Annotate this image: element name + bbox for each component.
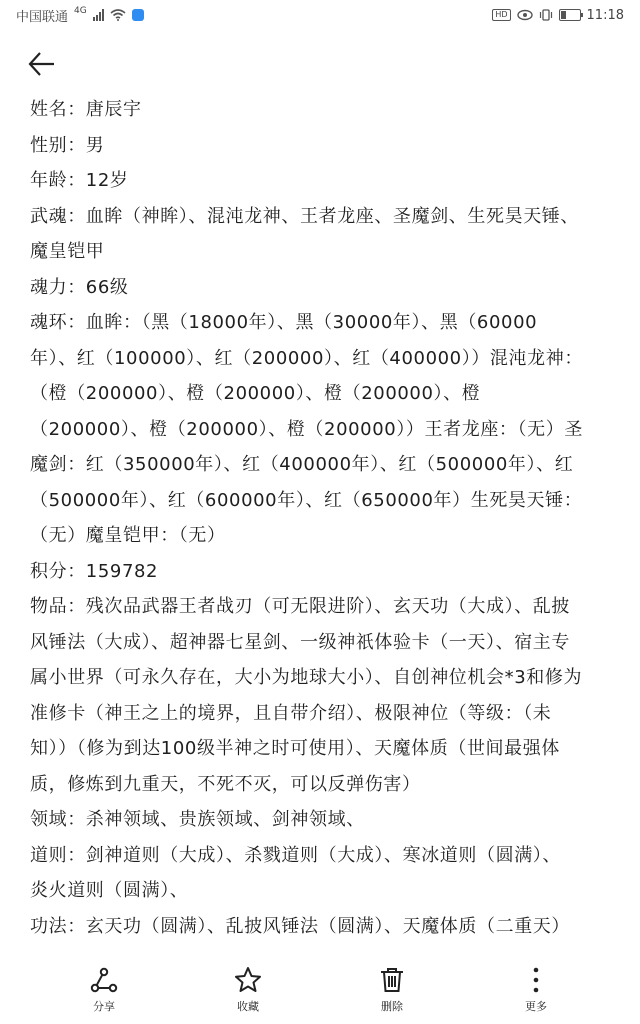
content-line: 魔皇铠甲 [30, 241, 105, 262]
status-right [492, 8, 624, 23]
status-time: 11:18 [586, 7, 624, 23]
arrow-left-icon [26, 48, 58, 80]
content-line: 准修卡（神王之上的境界，且自带介绍）、极限神位（等级：（未 [30, 702, 552, 724]
content-line: （无）魔皇铠甲：（无） [30, 525, 226, 546]
bottom-toolbar [0, 958, 640, 1024]
favorite-label: 收藏 [237, 1000, 259, 1013]
hd-icon: HD [492, 9, 510, 21]
back-button[interactable] [26, 48, 58, 80]
status-bar [0, 0, 640, 30]
content-line: （橙（200000）、橙（200000）、橙（200000）、橙 [30, 383, 481, 404]
content-line: 道则：剑神道则（大成）、杀戮道则（大成）、寒冰道则（圆满）、 [30, 844, 561, 866]
content-line: 质，修炼到九重天，不死不灭，可以反弹伤害） [30, 773, 421, 795]
content-line: 属小世界（可永久存在，大小为地球大小）、自创神位机会*3和修为 [30, 667, 583, 688]
battery-icon [559, 9, 581, 21]
more-vertical-icon [522, 966, 550, 994]
share-label: 分享 [93, 1000, 115, 1013]
content-line: （500000年）、红（600000年）、红（650000年）生死昊天锤： [30, 489, 583, 511]
content-line: 性别：男 [30, 134, 105, 156]
more-label: 更多 [525, 1000, 547, 1013]
content-line: 年）、红（100000）、红（200000）、红（400000））混沌龙神： [30, 347, 583, 369]
vibrate-icon [539, 9, 553, 21]
content-line: 魂力：66级 [30, 276, 129, 298]
share-icon [90, 966, 118, 994]
content-line: 积分：159782 [30, 560, 159, 582]
star-icon [234, 966, 262, 994]
content-line: 风锤法（大成）、超神器七星剑、一级神祇体验卡（一天）、宿主专 [30, 631, 570, 653]
trash-icon [378, 966, 406, 994]
network-type: 4G [74, 6, 87, 16]
content-line: 物品：残次品武器王者战刃（可无限进阶）、玄天功（大成）、乱披 [30, 596, 570, 617]
content-line: 姓名：唐辰宇 [30, 99, 142, 120]
eye-icon [517, 9, 533, 21]
delete-button[interactable] [347, 958, 437, 1024]
content-line: 年龄：12岁 [30, 170, 129, 191]
favorite-button[interactable] [203, 958, 293, 1024]
content-line: （200000）、橙（200000）、橙（200000））王者龙座：（无）圣 [30, 418, 583, 440]
note-content [30, 92, 618, 944]
content-line: 武魂：血眸（神眸）、混沌龙神、王者龙座、圣魔剑、生死昊天锤、 [30, 205, 579, 227]
content-line: 魂环：血眸：（黑（18000年）、黑（30000年）、黑（60000 [30, 312, 538, 333]
content-line: 知））（修为到达100级半神之时可使用）、天魔体质（世间最强体 [30, 738, 560, 759]
content-line: 魔剑：红（350000年）、红（400000年）、红（500000年）、红 [30, 454, 574, 475]
delete-label: 删除 [381, 1000, 403, 1013]
share-button[interactable] [59, 958, 149, 1024]
status-left [16, 6, 144, 25]
carrier-name: 中国联通 [16, 9, 69, 25]
content-line: 炎火道则（圆满）、 [30, 880, 189, 901]
signal-icon [93, 9, 104, 21]
more-button[interactable] [491, 958, 581, 1024]
content-line: 领域：杀神领域、贵族领域、剑神领域、 [30, 809, 365, 830]
content-line: 功法：玄天功（圆满）、乱披风锤法（圆满）、天魔体质（二重天） [30, 915, 570, 937]
app-notification-icon [132, 9, 144, 21]
wifi-icon [110, 9, 126, 21]
